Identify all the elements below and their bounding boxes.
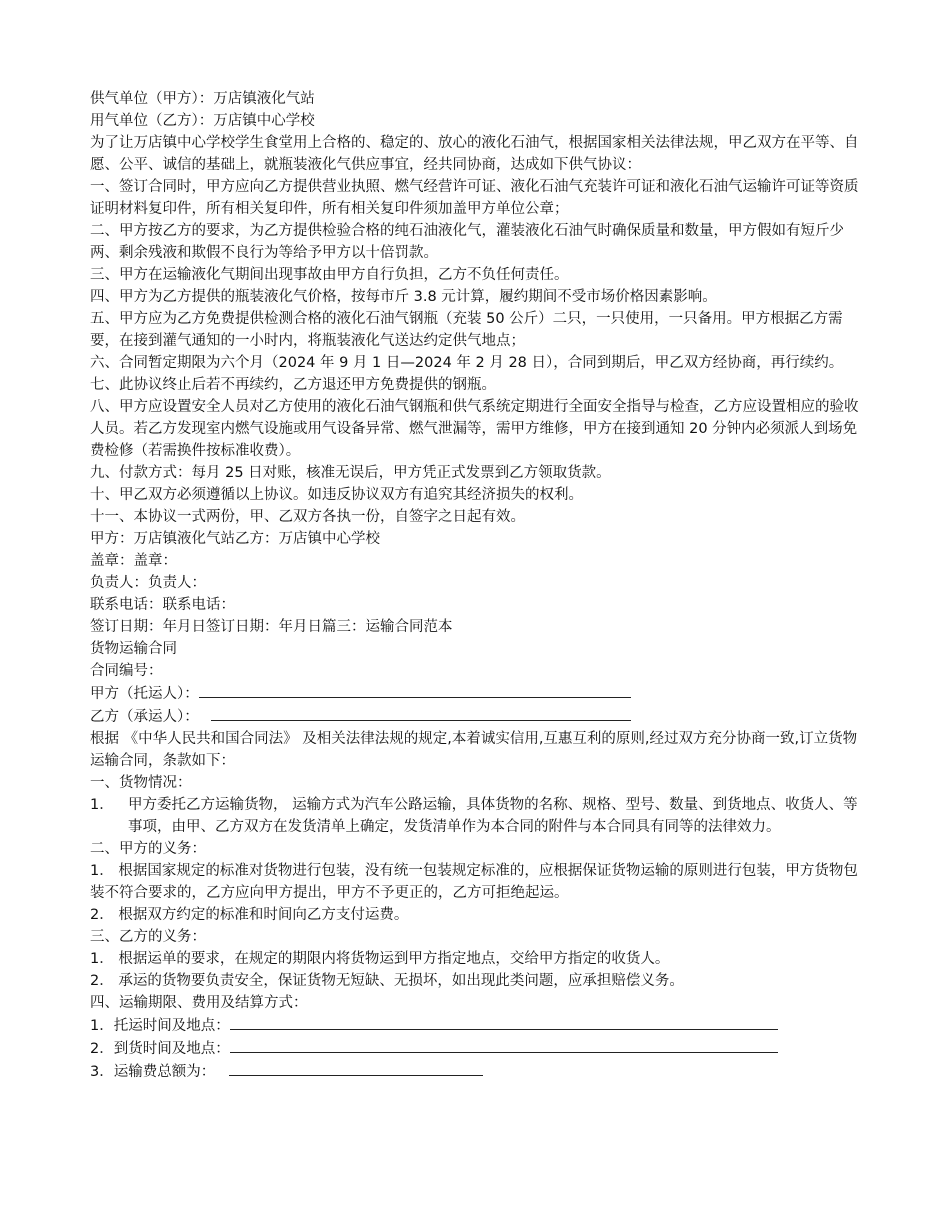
- clause-6: 六、合同暂定期限为六个月（2024 年 9 月 1 日—2024 年 2 月 28 日），合同到期后，甲乙双方经协商，再行续约。: [90, 355, 844, 371]
- contract-number: 合同编号：: [90, 663, 163, 679]
- clause-8: 八、甲方应设置安全人员对乙方使用的液化石油气钢瓶和供气系统定期进行全面安全指导与检查，乙方应设置相应的验收人员。若乙方发现室内燃气设施或用气设备异常、燃气泄漏等，需甲方维修，甲方在接到通知 20 分钟内必须派人到场免费检修（若需换件按标准收费）。: [90, 399, 859, 459]
- section-2-item-2: 2． 根据双方约定的标准和时间向乙方支付运费。: [90, 907, 409, 923]
- section-3-title: 三、乙方的义务：: [90, 929, 206, 945]
- party-b-label: 乙方（承运人）：: [90, 709, 199, 725]
- section-2-item-1: 1． 根据国家规定的标准对货物进行包装，没有统一包装规定标准的，应根据保证货物运输的原则进行包装，甲方货物包装不符合要求的，乙方应向甲方提出，甲方不予更正的，乙方可拒绝起运。: [90, 863, 858, 901]
- section-3-item-2: 2． 承运的货物要负责安全，保证货物无短缺、无损坏，如出现此类问题，应承担赔偿义务。: [90, 973, 684, 989]
- clause-5: 五、甲方应为乙方免费提供检测合格的液化石油气钢瓶（充装 50 公斤）二只，一只使用，一只备用。甲方根据乙方需要，在接到灌气通知的一小时内，将瓶装液化气送达约定供气地点；: [90, 311, 843, 349]
- clause-2: 二、甲方按乙方的要求，为乙方提供检验合格的纯石油液化气，灌装液化石油气时确保质量和数量，甲方假如有短斤少两、剩余残液和欺假不良行为等给予甲方以十倍罚款。: [90, 223, 844, 261]
- signature-seal: 盖章：盖章：: [90, 553, 177, 569]
- clause-4: 四、甲方为乙方提供的瓶装液化气价格，按每市斤 3.8 元计算，履约期间不受市场价格因素影响。: [90, 289, 717, 305]
- clause-3: 三、甲方在运输液化气期间出现事故由甲方自行负担，乙方不负任何责任。: [90, 267, 569, 283]
- section-4-item-1-blank: [230, 1014, 778, 1030]
- signature-date: 签订日期：年月日签订日期：年月日篇三：运输合同范本: [90, 619, 453, 635]
- section-1-item: [90, 794, 870, 838]
- party-a-line: [90, 682, 870, 705]
- clause-11: 十一、本协议一式两份，甲、乙双方各执一份，自签字之日起有效。: [90, 509, 525, 525]
- user-line: 用气单位（乙方）：万店镇中心学校: [90, 113, 315, 129]
- section-4-item-1: [90, 1014, 870, 1037]
- transport-contract-title: 货物运输合同: [90, 641, 177, 657]
- party-b-blank: [211, 705, 631, 721]
- section-4-title: 四、运输期限、费用及结算方式：: [90, 995, 308, 1011]
- section-1-item-number: 1．: [90, 797, 114, 813]
- section-2-title: 二、甲方的义务：: [90, 841, 206, 857]
- clause-10: 十、甲乙双方必须遵循以上协议。如违反协议双方有追究其经济损失的权利。: [90, 487, 583, 503]
- section-4-item-3: [90, 1060, 870, 1083]
- clause-9: 九、付款方式：每月 25 日对账，核准无误后，甲方凭正式发票到乙方领取货款。: [90, 465, 611, 481]
- section-4-item-3-label: 3．运输费总额为：: [90, 1064, 216, 1080]
- party-b-line: [90, 705, 870, 728]
- section-4-item-3-blank: [229, 1060, 483, 1076]
- signature-person: 负责人：负责人：: [90, 575, 206, 591]
- section-3-item-1: 1． 根据运单的要求，在规定的期限内将货物运到甲方指定地点，交给甲方指定的收货人。: [90, 951, 670, 967]
- signature-phone: 联系电话：联系电话：: [90, 597, 235, 613]
- clause-1: 一、签订合同时，甲方应向乙方提供营业执照、燃气经营许可证、液化石油气充装许可证和液化石油气运输许可证等资质证明材料复印件，所有相关复印件，所有相关复印件须加盖甲方单位公章；: [90, 179, 859, 217]
- party-a-label: 甲方（托运人）：: [90, 686, 199, 702]
- section-4-item-2-label: 2．到货时间及地点：: [90, 1041, 230, 1057]
- section-4-item-1-label: 1．托运时间及地点：: [90, 1018, 230, 1034]
- clause-7: 七、此协议终止后若不再续约，乙方退还甲方免费提供的钢瓶。: [90, 377, 496, 393]
- supplier-line: 供气单位（甲方）：万店镇液化气站: [90, 91, 315, 107]
- party-a-blank: [199, 682, 631, 698]
- section-4-item-2-blank: [230, 1037, 778, 1053]
- document-page: [90, 88, 870, 1083]
- intro-paragraph: 为了让万店镇中心学校学生食堂用上合格的、稳定的、放心的液化石油气，根据国家相关法律法规，甲乙双方在平等、自愿、公平、诚信的基础上，就瓶装液化气供应事宜，经共同协商，达成如下供气协议：: [90, 135, 859, 173]
- signature-parties: 甲方：万店镇液化气站乙方：万店镇中心学校: [90, 531, 380, 547]
- section-4-item-2: [90, 1037, 870, 1060]
- basis-paragraph: 根据 《中华人民共和国合同法》 及相关法律法规的规定,本着诚实信用,互惠互利的原则,经过双方充分协商一致,订立货物运输合同，条款如下：: [90, 731, 858, 769]
- section-1-title: 一、货物情况：: [90, 775, 192, 791]
- section-1-item-text: 甲方委托乙方运输货物， 运输方式为汽车公路运输，具体货物的名称、规格、型号、数量、到货地点、收货人、等事项，由甲、乙方双方在发货清单上确定，发货清单作为本合同的附件与本合同具有同等的法律效力。: [128, 797, 858, 835]
